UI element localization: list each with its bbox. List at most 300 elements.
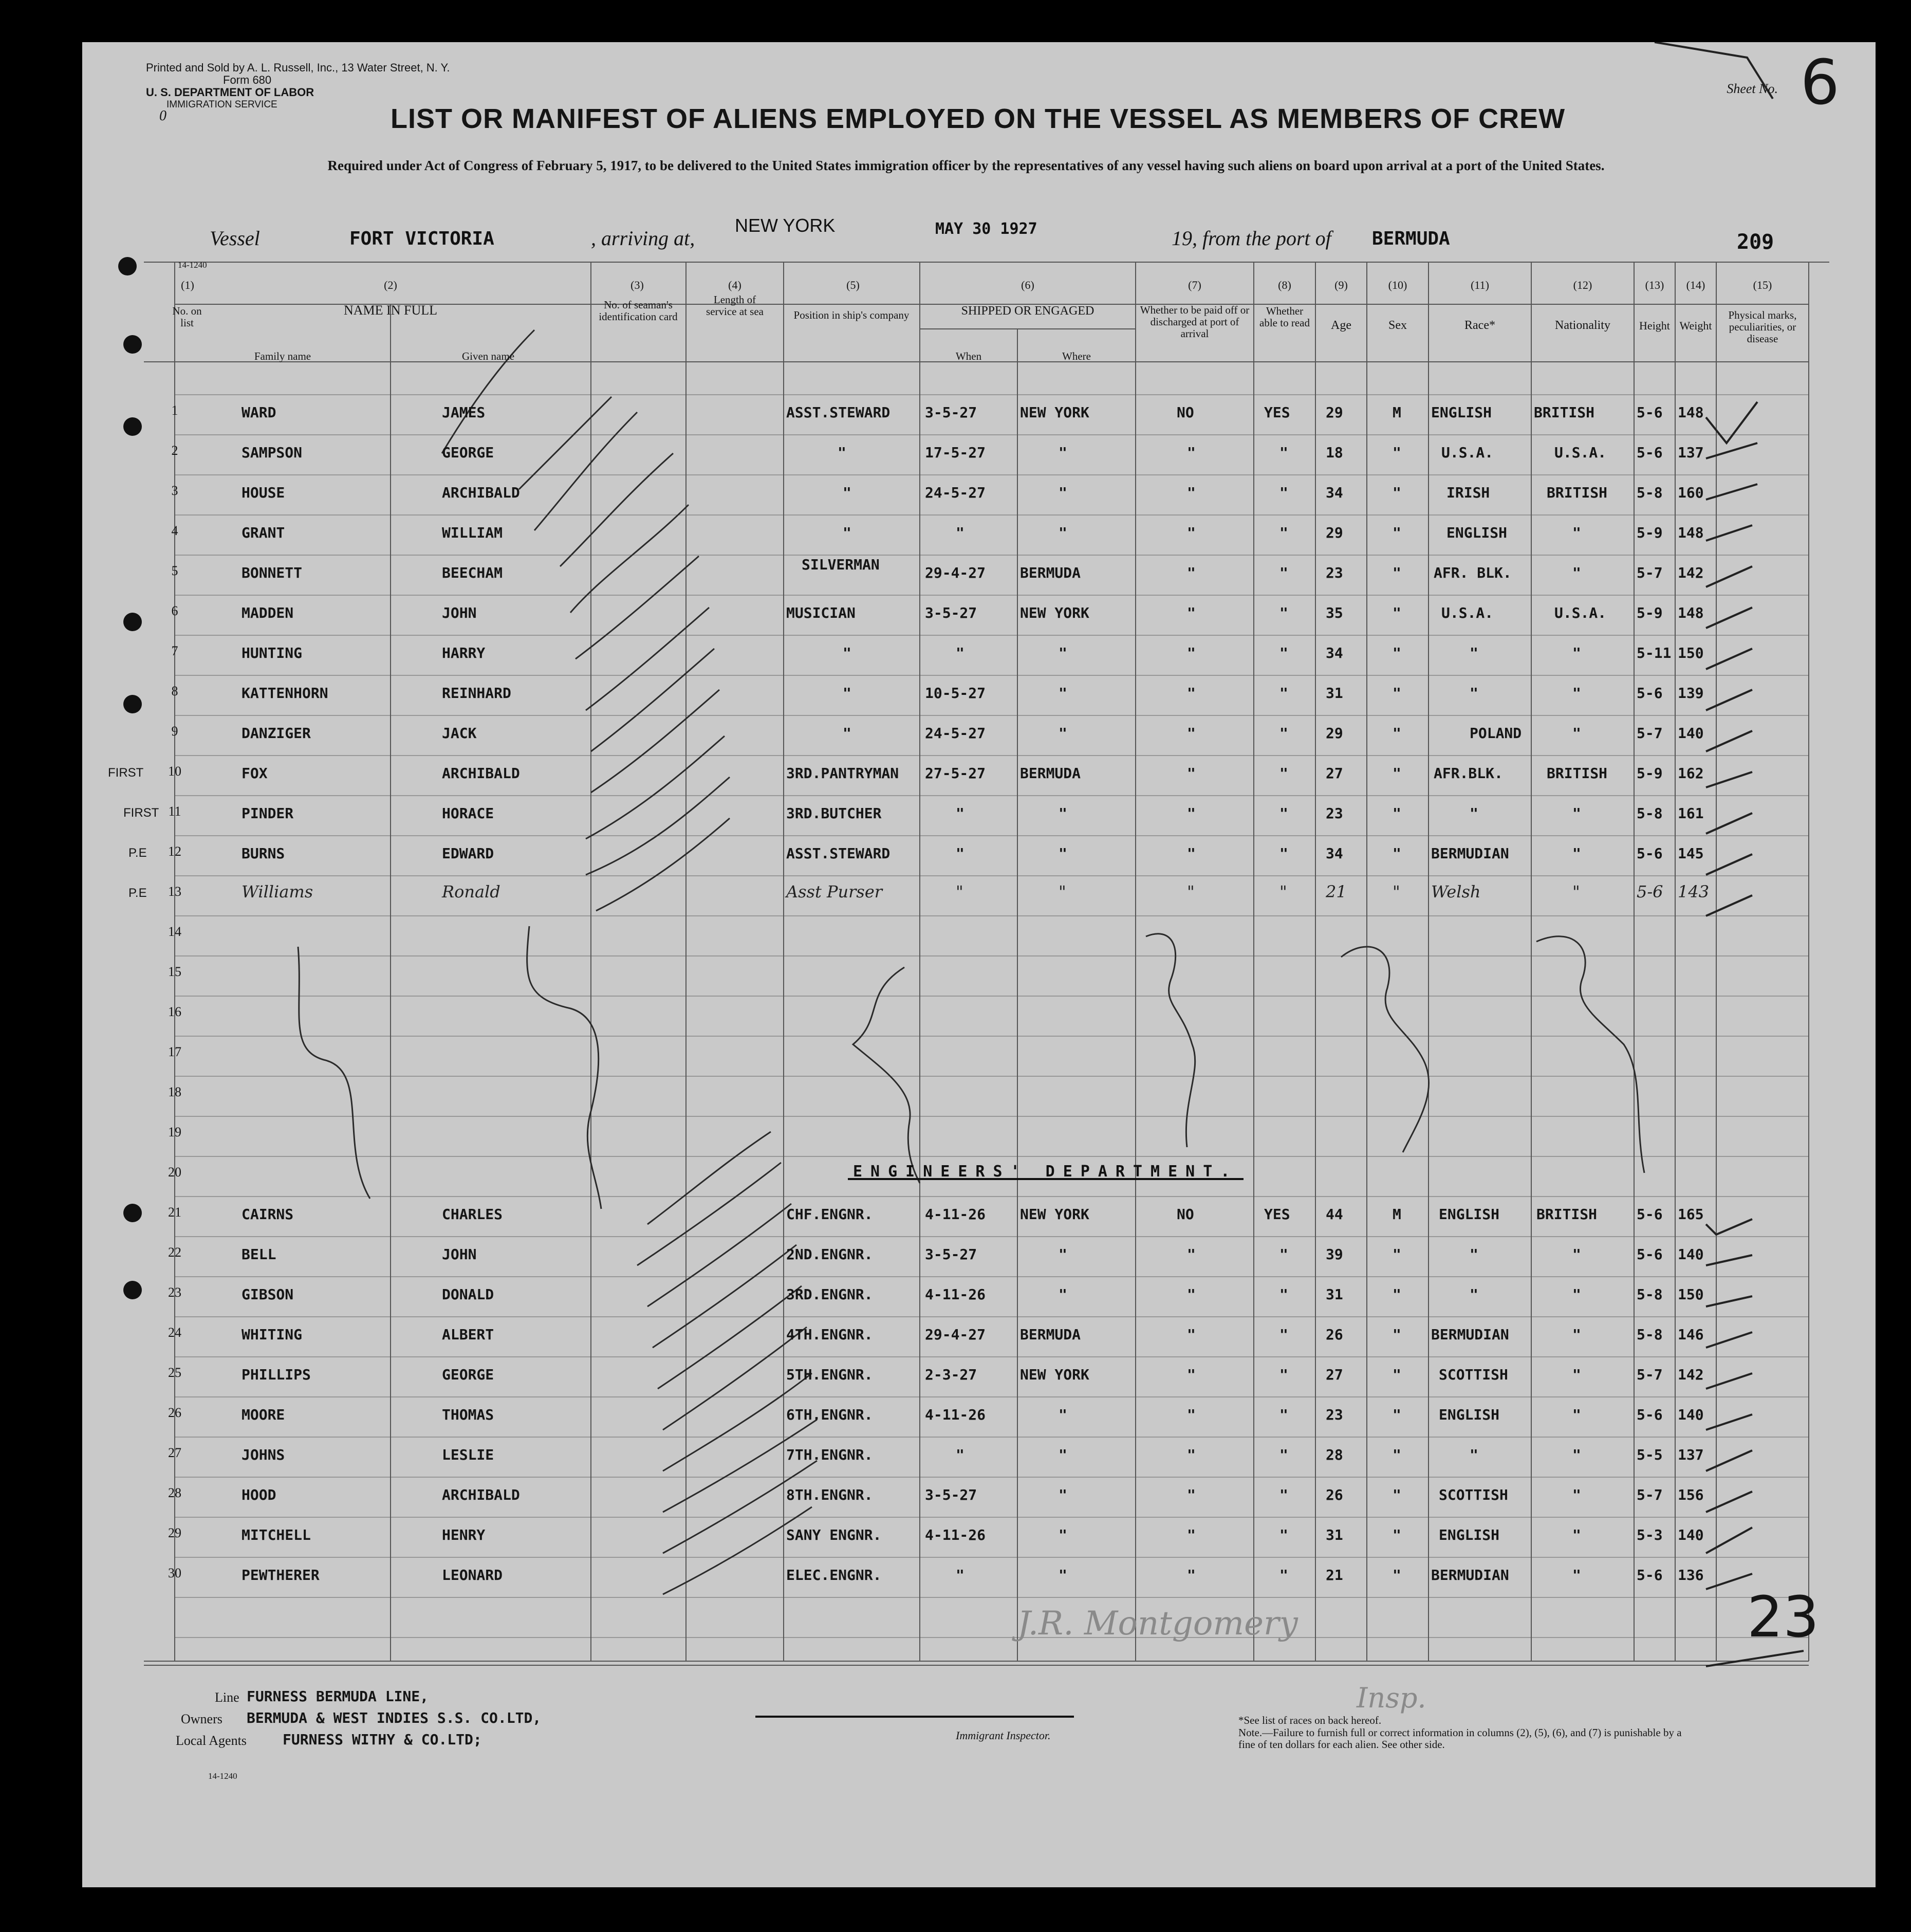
position: 8TH.ENGNR. xyxy=(786,1486,873,1503)
family-name: PHILLIPS xyxy=(242,1366,311,1383)
sex: " xyxy=(1393,1567,1401,1584)
paid-off: " xyxy=(1187,444,1196,461)
height: 5-7 xyxy=(1637,1366,1663,1383)
row-number: 18 xyxy=(168,1084,181,1099)
given-name: THOMAS xyxy=(442,1406,494,1423)
header-given-name: Given name xyxy=(461,350,515,362)
col-num-2: (2) xyxy=(384,279,397,291)
age: 44 xyxy=(1326,1206,1343,1223)
col-num-6: (6) xyxy=(1021,279,1034,291)
engaged-where: " xyxy=(1059,845,1067,862)
margin-note: FIRST xyxy=(108,766,144,780)
header-name-in-full: NAME IN FULL xyxy=(344,303,437,318)
given-name: JAMES xyxy=(442,404,486,421)
given-name: BEECHAM xyxy=(442,564,503,581)
nationality: " xyxy=(1572,882,1580,901)
height: 5-6 xyxy=(1637,444,1663,461)
able-to-read: " xyxy=(1279,805,1288,822)
age: 26 xyxy=(1326,1486,1343,1503)
age: 34 xyxy=(1326,484,1343,501)
able-to-read: " xyxy=(1279,604,1288,621)
engaged-when: " xyxy=(956,805,964,822)
row-number: 17 xyxy=(168,1044,181,1059)
family-name: CAIRNS xyxy=(242,1206,294,1223)
family-name: JOHNS xyxy=(242,1446,285,1463)
weight: 150 xyxy=(1678,645,1704,661)
able-to-read: " xyxy=(1279,1246,1288,1263)
nationality: BRITISH xyxy=(1547,765,1608,782)
position: " xyxy=(843,685,851,702)
punch-hole xyxy=(123,695,142,713)
sex: " xyxy=(1393,1246,1401,1263)
engaged-where: BERMUDA xyxy=(1020,1326,1081,1343)
owners-label: Owners xyxy=(181,1712,222,1726)
punch-hole xyxy=(123,1281,142,1299)
able-to-read: YES xyxy=(1264,404,1290,421)
age: 34 xyxy=(1326,645,1343,661)
position: 7TH.ENGNR. xyxy=(786,1446,873,1463)
nationality: " xyxy=(1572,1366,1581,1383)
margin-note: P.E xyxy=(128,886,147,900)
col-num-12: (12) xyxy=(1573,279,1592,291)
height: 5-6 xyxy=(1637,1406,1663,1423)
sex: " xyxy=(1393,484,1401,501)
position: " xyxy=(843,484,851,501)
col-num-10: (10) xyxy=(1388,279,1407,291)
given-name: LEONARD xyxy=(442,1567,503,1584)
col-num-5: (5) xyxy=(846,279,860,291)
race: ENGLISH xyxy=(1439,1406,1500,1423)
paid-off: " xyxy=(1187,1526,1196,1543)
engaged-when: 17-5-27 xyxy=(925,444,986,461)
height: 5-8 xyxy=(1637,484,1663,501)
position: 3RD.BUTCHER xyxy=(786,805,882,822)
given-name: HARRY xyxy=(442,645,486,661)
sex: " xyxy=(1393,1406,1401,1423)
engaged-where: " xyxy=(1059,444,1067,461)
engaged-when: 29-4-27 xyxy=(925,564,986,581)
engaged-where: BERMUDA xyxy=(1020,765,1081,782)
engaged-where: NEW YORK xyxy=(1020,604,1089,621)
given-name: LESLIE xyxy=(442,1446,494,1463)
row-number: 28 xyxy=(168,1485,181,1500)
race: ENGLISH xyxy=(1431,404,1492,421)
weight: 148 xyxy=(1678,404,1704,421)
family-name: BELL xyxy=(242,1246,276,1263)
position: 6TH.ENGNR. xyxy=(786,1406,873,1423)
col-num-11: (11) xyxy=(1471,279,1489,291)
engaged-where: " xyxy=(1059,1286,1067,1303)
position: " xyxy=(843,645,851,661)
engaged-when: " xyxy=(956,845,964,862)
given-name: REINHARD xyxy=(442,685,511,702)
races-note: *See list of races on back hereof. xyxy=(1238,1714,1382,1726)
engaged-when: 10-5-27 xyxy=(925,685,986,702)
race: SCOTTISH xyxy=(1439,1486,1508,1503)
position: SILVERMAN xyxy=(802,556,880,573)
age: 21 xyxy=(1326,882,1347,901)
race: POLAND xyxy=(1470,725,1522,742)
arriving-label: , arriving at, xyxy=(591,227,695,250)
nationality: " xyxy=(1572,845,1581,862)
row-number: 14 xyxy=(168,924,181,939)
engaged-when: 4-11-26 xyxy=(925,1286,986,1303)
weight: 140 xyxy=(1678,1526,1704,1543)
paid-off: " xyxy=(1187,1286,1196,1303)
able-to-read: " xyxy=(1279,725,1288,742)
height: 5-8 xyxy=(1637,805,1663,822)
sex: " xyxy=(1393,1526,1401,1543)
able-to-read: " xyxy=(1279,645,1288,661)
family-name: MOORE xyxy=(242,1406,285,1423)
sex: M xyxy=(1393,1206,1401,1223)
position: ASST.STEWARD xyxy=(786,404,890,421)
row-number: 1 xyxy=(171,403,178,418)
family-name: KATTENHORN xyxy=(242,685,328,702)
header-seaman-id: No. of seaman's identification card xyxy=(599,299,678,323)
printer-line: Form 680 xyxy=(223,73,272,86)
given-name: ARCHIBALD xyxy=(442,484,520,501)
col-num-15: (15) xyxy=(1753,279,1772,291)
row-number: 15 xyxy=(168,964,181,979)
page-title: LIST OR MANIFEST OF ALIENS EMPLOYED ON THE VESSEL AS MEMBERS OF CREW xyxy=(391,103,1566,134)
sex: " xyxy=(1393,604,1401,621)
engaged-where: NEW YORK xyxy=(1020,1206,1089,1223)
header-when: When xyxy=(955,350,982,362)
position: 3RD.PANTRYMAN xyxy=(786,765,899,782)
header-nationality: Nationality xyxy=(1555,319,1610,332)
race: ENGLISH xyxy=(1439,1206,1500,1223)
nationality: " xyxy=(1572,1567,1581,1584)
col-num-13: (13) xyxy=(1645,279,1664,291)
paid-off: " xyxy=(1187,1567,1196,1584)
total-count: 23 xyxy=(1747,1584,1819,1650)
engaged-when: 29-4-27 xyxy=(925,1326,986,1343)
weight: 160 xyxy=(1678,484,1704,501)
height: 5-11 xyxy=(1637,645,1672,661)
page-subtitle: Required under Act of Congress of February 5, 1917, to be delivered to the United States immigration officer by the representatives of any vessel having such aliens on board upon arrival at a port of the United States. xyxy=(327,158,1605,173)
row-number: 11 xyxy=(168,804,181,819)
sex: " xyxy=(1393,444,1401,461)
race: BERMUDIAN xyxy=(1431,845,1509,862)
age: 35 xyxy=(1326,604,1343,621)
able-to-read: " xyxy=(1279,1326,1288,1343)
engaged-when: 3-5-27 xyxy=(925,1246,977,1263)
age: 29 xyxy=(1326,404,1343,421)
engaged-where: " xyxy=(1059,725,1067,742)
sex: " xyxy=(1393,564,1401,581)
paid-off: " xyxy=(1187,604,1196,621)
header-weight: Weight xyxy=(1679,319,1712,332)
engaged-where: BERMUDA xyxy=(1020,564,1081,581)
height: 5-5 xyxy=(1637,1446,1663,1463)
margin-note: P.E xyxy=(128,846,147,860)
weight: 137 xyxy=(1678,444,1704,461)
age: 34 xyxy=(1326,845,1343,862)
height: 5-6 xyxy=(1637,1246,1663,1263)
weight: 142 xyxy=(1678,1366,1704,1383)
row-number: 6 xyxy=(171,603,178,618)
engaged-when: 3-5-27 xyxy=(925,404,977,421)
position: " xyxy=(843,725,851,742)
position: MUSICIAN xyxy=(786,604,856,621)
paid-off: " xyxy=(1187,524,1196,541)
given-name: EDWARD xyxy=(442,845,494,862)
row-number: 22 xyxy=(168,1245,181,1260)
col-num-3: (3) xyxy=(630,279,644,291)
engaged-where: " xyxy=(1059,524,1067,541)
height: 5-7 xyxy=(1637,564,1663,581)
paid-off: " xyxy=(1187,685,1196,702)
nationality: U.S.A. xyxy=(1554,444,1607,461)
row-number: 7 xyxy=(171,643,178,658)
sex: " xyxy=(1393,845,1401,862)
nationality: " xyxy=(1572,1286,1581,1303)
engaged-when: 24-5-27 xyxy=(925,484,986,501)
age: 27 xyxy=(1326,1366,1343,1383)
weight: 146 xyxy=(1678,1326,1704,1343)
owners: BERMUDA & WEST INDIES S.S. CO.LTD, xyxy=(247,1709,542,1726)
engaged-where: " xyxy=(1059,882,1066,901)
family-name: GRANT xyxy=(242,524,285,541)
nationality: BRITISH xyxy=(1547,484,1608,501)
engaged-when: " xyxy=(956,1446,964,1463)
row-number: 3 xyxy=(171,483,178,498)
able-to-read: " xyxy=(1279,685,1288,702)
race: " xyxy=(1470,805,1478,822)
age: 21 xyxy=(1326,1567,1343,1584)
punch-hole xyxy=(123,1204,142,1222)
weight: 156 xyxy=(1678,1486,1704,1503)
able-to-read: " xyxy=(1279,444,1288,461)
paid-off: " xyxy=(1187,725,1196,742)
sex: " xyxy=(1393,1366,1401,1383)
weight: 140 xyxy=(1678,1406,1704,1423)
family-name: WARD xyxy=(242,404,276,421)
age: 39 xyxy=(1326,1246,1343,1263)
sex: " xyxy=(1393,645,1401,661)
nationality: BRITISH xyxy=(1534,404,1595,421)
able-to-read: " xyxy=(1279,564,1288,581)
family-name: MADDEN xyxy=(242,604,294,621)
height: 5-6 xyxy=(1637,882,1663,901)
race: " xyxy=(1470,1446,1478,1463)
height: 5-6 xyxy=(1637,845,1663,862)
form-code: 14-1240 xyxy=(178,260,207,270)
row-number: 27 xyxy=(168,1445,181,1460)
able-to-read: " xyxy=(1279,882,1287,901)
section-heading: ENGINEERS' DEPARTMENT. xyxy=(853,1163,1238,1181)
sex: " xyxy=(1393,1326,1401,1343)
able-to-read: " xyxy=(1279,524,1288,541)
engaged-where: " xyxy=(1059,1567,1067,1584)
given-name: ARCHIBALD xyxy=(442,1486,520,1503)
col-num-1: (1) xyxy=(181,279,194,291)
given-name: Ronald xyxy=(442,882,500,901)
arrival-date-stamp: MAY 30 1927 xyxy=(935,220,1037,238)
family-name: BURNS xyxy=(242,845,285,862)
height: 5-8 xyxy=(1637,1286,1663,1303)
weight: 142 xyxy=(1678,564,1704,581)
row-number: 8 xyxy=(171,684,178,698)
margin-note: FIRST xyxy=(123,806,159,820)
penalty-note: Note.—Failure to furnish full or correct information in columns (2), (5), (6), and (7) is punishable by a fine of ten dollars for each alien. See other side. xyxy=(1238,1726,1682,1751)
paid-off: " xyxy=(1187,645,1196,661)
engaged-when: 4-11-26 xyxy=(925,1526,986,1543)
given-name: WILLIAM xyxy=(442,524,503,541)
weight: 165 xyxy=(1678,1206,1704,1223)
age: 23 xyxy=(1326,564,1343,581)
weight: 145 xyxy=(1678,845,1704,862)
header-family-name: Family name xyxy=(254,350,311,362)
row-number: 24 xyxy=(168,1325,181,1340)
paid-off: " xyxy=(1187,1366,1196,1383)
year-label: 19 xyxy=(1172,227,1192,250)
nationality: " xyxy=(1572,524,1581,541)
able-to-read: " xyxy=(1279,1526,1288,1543)
nationality: " xyxy=(1572,1406,1581,1423)
weight: 140 xyxy=(1678,725,1704,742)
row-number: 9 xyxy=(171,724,178,739)
col-num-14: (14) xyxy=(1686,279,1705,291)
header-able-read: Whether able to read xyxy=(1259,305,1310,329)
age: 31 xyxy=(1326,1286,1343,1303)
engaged-when: 24-5-27 xyxy=(925,725,986,742)
vessel-name: FORT VICTORIA xyxy=(349,228,494,249)
sheet-label: Sheet No. xyxy=(1727,81,1778,96)
age: 23 xyxy=(1326,805,1343,822)
header-age: Age xyxy=(1331,319,1351,332)
row-number: 23 xyxy=(168,1285,181,1300)
position: 4TH.ENGNR. xyxy=(786,1326,873,1343)
inspector-label: Immigrant Inspector. xyxy=(956,1729,1051,1742)
nationality: " xyxy=(1572,805,1581,822)
family-name: FOX xyxy=(242,765,268,782)
age: 27 xyxy=(1326,765,1343,782)
punch-hole xyxy=(123,613,142,631)
header-no-on-list: No. on list xyxy=(172,305,202,329)
engaged-where: NEW YORK xyxy=(1020,404,1089,421)
given-name: ALBERT xyxy=(442,1326,494,1343)
able-to-read: " xyxy=(1279,484,1288,501)
row-number: 16 xyxy=(168,1004,181,1019)
race: U.S.A. xyxy=(1441,604,1494,621)
engaged-when: 4-11-26 xyxy=(925,1206,986,1223)
header-length-service: Length of service at sea xyxy=(706,293,764,318)
able-to-read: YES xyxy=(1264,1206,1290,1223)
family-name: MITCHELL xyxy=(242,1526,311,1543)
age: 29 xyxy=(1326,725,1343,742)
weight: 137 xyxy=(1678,1446,1704,1463)
able-to-read: " xyxy=(1279,1366,1288,1383)
row-number: 10 xyxy=(168,764,181,779)
race: Welsh xyxy=(1431,882,1481,901)
header-height: Height xyxy=(1639,319,1670,332)
punch-hole xyxy=(123,335,142,354)
given-name: ARCHIBALD xyxy=(442,765,520,782)
nationality: " xyxy=(1572,1246,1581,1263)
sex: M xyxy=(1393,404,1401,421)
row-number: 12 xyxy=(168,844,181,859)
height: 5-9 xyxy=(1637,524,1663,541)
height: 5-7 xyxy=(1637,1486,1663,1503)
paid-off: " xyxy=(1187,845,1196,862)
paid-off: " xyxy=(1187,882,1195,901)
height: 5-6 xyxy=(1637,404,1663,421)
nationality: " xyxy=(1572,645,1581,661)
race: U.S.A. xyxy=(1441,444,1494,461)
nationality: " xyxy=(1572,564,1581,581)
given-name: CHARLES xyxy=(442,1206,503,1223)
arrival-port: NEW YORK xyxy=(735,215,836,236)
age: 31 xyxy=(1326,685,1343,702)
given-name: HENRY xyxy=(442,1526,486,1543)
weight: 161 xyxy=(1678,805,1704,822)
paid-off: " xyxy=(1187,765,1196,782)
weight: 148 xyxy=(1678,604,1704,621)
engaged-where: " xyxy=(1059,484,1067,501)
header-shipped: SHIPPED OR ENGAGED xyxy=(961,304,1094,318)
engaged-where: " xyxy=(1059,1246,1067,1263)
printer-line: Printed and Sold by A. L. Russell, Inc., 13 Water Street, N. Y. xyxy=(146,61,450,74)
engaged-when: 4-11-26 xyxy=(925,1406,986,1423)
form-code-bottom: 14-1240 xyxy=(208,1771,237,1781)
nationality: BRITISH xyxy=(1536,1206,1598,1223)
able-to-read: " xyxy=(1279,1406,1288,1423)
sex: " xyxy=(1393,1286,1401,1303)
paid-off: NO xyxy=(1177,1206,1194,1223)
engaged-where: " xyxy=(1059,1526,1067,1543)
given-name: GEORGE xyxy=(442,444,494,461)
inspector-signature-title: Insp. xyxy=(1357,1682,1426,1714)
race: " xyxy=(1470,645,1478,661)
engaged-when: " xyxy=(956,882,963,901)
position: " xyxy=(843,524,851,541)
vessel-label: Vessel xyxy=(210,227,260,250)
row-number: 26 xyxy=(168,1405,181,1420)
engaged-when: " xyxy=(956,645,964,661)
family-name: SAMPSON xyxy=(242,444,303,461)
weight: 148 xyxy=(1678,524,1704,541)
position: ELEC.ENGNR. xyxy=(786,1567,882,1584)
position: ASST.STEWARD xyxy=(786,845,890,862)
position: CHF.ENGNR. xyxy=(786,1206,873,1223)
sheet-number: 6 xyxy=(1800,47,1840,119)
family-name: BONNETT xyxy=(242,564,303,581)
able-to-read: " xyxy=(1279,1567,1288,1584)
engaged-when: 27-5-27 xyxy=(925,765,986,782)
nationality: " xyxy=(1572,1526,1581,1543)
family-name: WHITING xyxy=(242,1326,303,1343)
weight: 150 xyxy=(1678,1286,1704,1303)
race: BERMUDIAN xyxy=(1431,1567,1509,1584)
header-paid-off: Whether to be paid off or discharged at port of arrival xyxy=(1140,304,1250,340)
manifest-page xyxy=(82,42,1876,1887)
race: IRISH xyxy=(1446,484,1490,501)
given-name: JACK xyxy=(442,725,477,742)
punch-hole xyxy=(118,257,137,275)
paid-off: " xyxy=(1187,805,1196,822)
weight: 136 xyxy=(1678,1567,1704,1584)
nationality: " xyxy=(1572,1326,1581,1343)
given-name: JOHN xyxy=(442,604,477,621)
engaged-when: 3-5-27 xyxy=(925,604,977,621)
weight: 140 xyxy=(1678,1246,1704,1263)
paid-off: " xyxy=(1187,1486,1196,1503)
sex: " xyxy=(1393,1446,1401,1463)
paid-off: " xyxy=(1187,1446,1196,1463)
given-name: HORACE xyxy=(442,805,494,822)
